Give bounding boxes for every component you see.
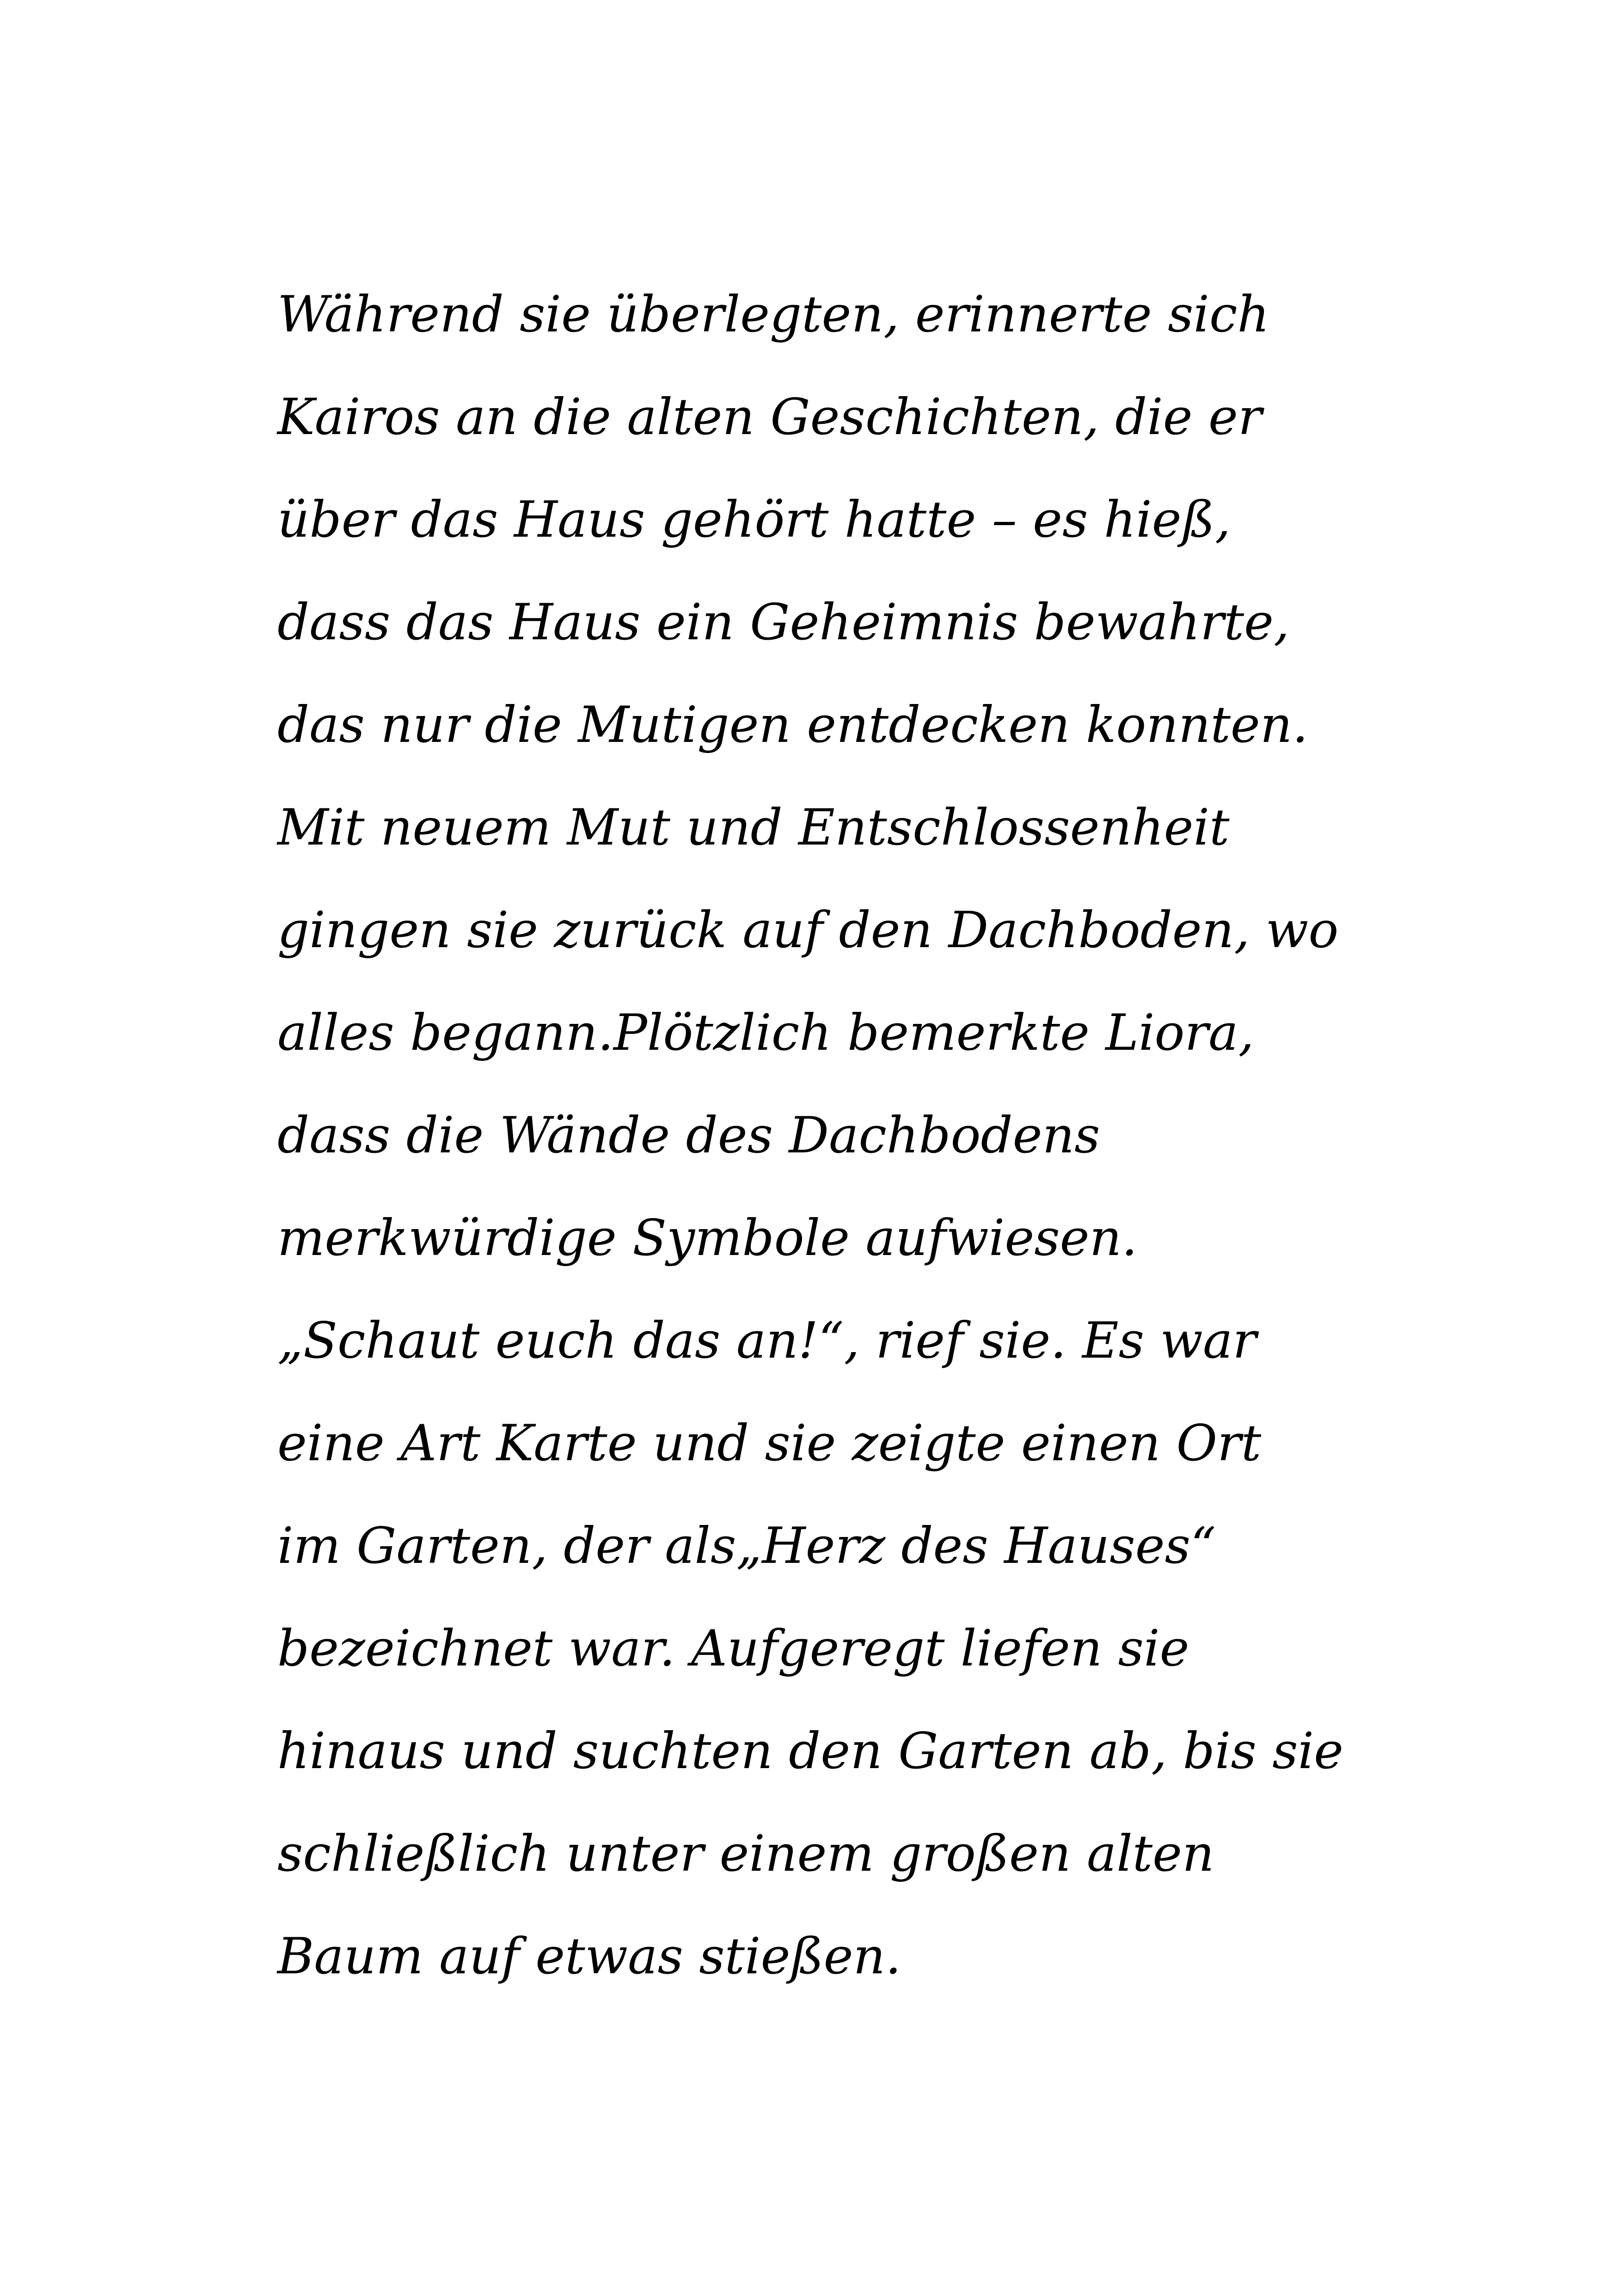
text-line: schließlich unter einem großen alten — [277, 1825, 1214, 1883]
text-line: dass die Wände des Dachbodens — [277, 1107, 1100, 1164]
text-line: Während sie überlegten, erinnerte sich — [277, 286, 1270, 343]
text-line: Kairos an die alten Geschichten, die er — [277, 388, 1262, 446]
story-paragraph — [277, 263, 1387, 2008]
text-line: eine Art Karte und sie zeigte einen Ort — [277, 1414, 1262, 1472]
text-line: „Schaut euch das an!“, rief sie. Es war — [277, 1312, 1256, 1370]
text-line: bezeichnet war. Aufgeregt liefen sie — [277, 1620, 1189, 1678]
text-line: im Garten, der als„Herz des Hauses“ — [277, 1517, 1216, 1575]
text-line: Baum auf etwas stießen. — [277, 1928, 901, 1985]
text-line: gingen sie zurück auf den Dachboden, wo — [277, 901, 1339, 959]
text-line: alles begann.Plötzlich bemerkte Liora, — [277, 1004, 1254, 1062]
text-line: dass das Haus ein Geheimnis bewahrte, — [277, 594, 1290, 651]
text-line: über das Haus gehört hatte – es hieß, — [277, 491, 1231, 549]
text-line: hinaus und suchten den Garten ab, bis sie — [277, 1722, 1344, 1780]
text-line: Mit neuem Mut und Entschlossenheit — [277, 799, 1230, 857]
text-line: merkwürdige Symbole aufwiesen. — [277, 1209, 1138, 1267]
text-line: das nur die Mutigen entdecken konnten. — [277, 696, 1308, 754]
